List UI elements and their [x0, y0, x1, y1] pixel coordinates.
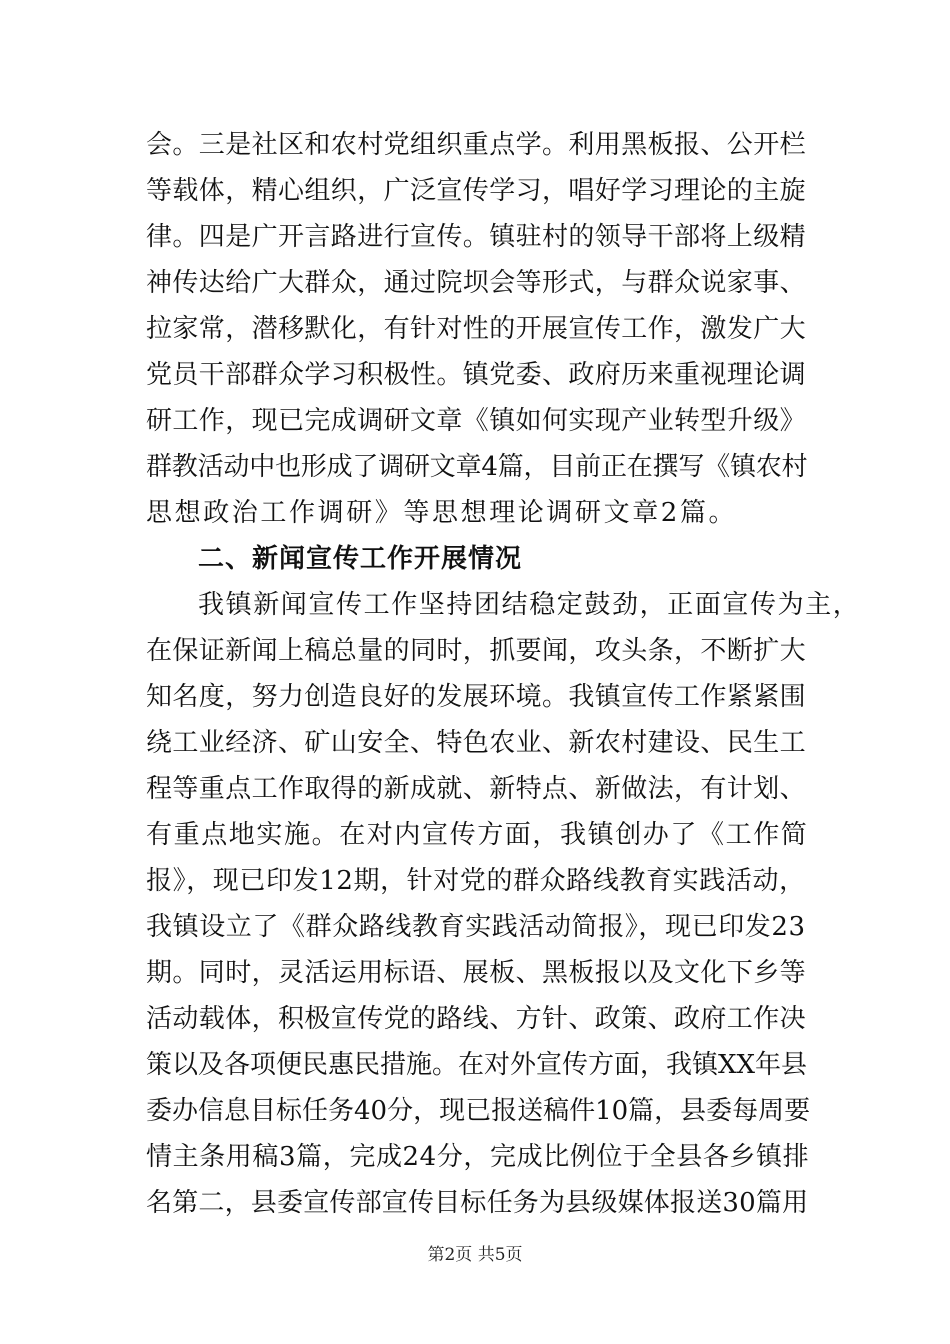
paragraph-line: 策以及各项便民惠民措施。在对外宣传方面，我镇XX年县 — [146, 1050, 808, 1080]
paragraph-line: 情主条用稿3篇，完成24分，完成比例位于全县各乡镇排 — [146, 1142, 810, 1172]
page-number-footer: 第2页 共5页 — [427, 1245, 523, 1265]
paragraph-line: 群教活动中也形成了调研文章4篇，目前正在撰写《镇农村 — [146, 452, 808, 482]
section-heading: 二、新闻宣传工作开展情况 — [198, 544, 523, 574]
paragraph-line: 会。三是社区和农村党组织重点学。利用黑板报、公开栏 — [146, 130, 807, 160]
paragraph-line: 知名度，努力创造良好的发展环境。我镇宣传工作紧紧围 — [146, 682, 807, 712]
paragraph-line: 我镇新闻宣传工作坚持团结稳定鼓劲，正面宣传为主， — [198, 590, 861, 620]
paragraph-line: 委办信息目标任务40分，现已报送稿件10篇，县委每周要 — [146, 1096, 811, 1126]
paragraph-line: 我镇设立了《群众路线教育实践活动简报》，现已印发23 — [146, 912, 806, 942]
paragraph-line: 有重点地实施。在对内宣传方面，我镇创办了《工作简 — [146, 820, 809, 850]
paragraph-line: 研工作，现已完成调研文章《镇如何实现产业转型升级》 — [146, 406, 807, 436]
paragraph-line: 绕工业经济、矿山安全、特色农业、新农村建设、民生工 — [146, 728, 807, 758]
paragraph-line: 拉家常，潜移默化，有针对性的开展宣传工作，激发广大 — [146, 314, 807, 344]
paragraph-line: 程等重点工作取得的新成就、新特点、新做法，有计划、 — [146, 774, 807, 804]
paragraph-line: 律。四是广开言路进行宣传。镇驻村的领导干部将上级精 — [146, 222, 807, 252]
paragraph-line: 神传达给广大群众，通过院坝会等形式，与群众说家事、 — [146, 268, 807, 298]
paragraph-line: 等载体，精心组织，广泛宣传学习，唱好学习理论的主旋 — [146, 176, 807, 206]
paragraph-line: 期。同时，灵活运用标语、展板、黑板报以及文化下乡等 — [146, 958, 807, 988]
paragraph-line: 党员干部群众学习积极性。镇党委、政府历来重视理论调 — [146, 360, 807, 390]
paragraph-line: 在保证新闻上稿总量的同时，抓要闻，攻头条，不断扩大 — [146, 636, 807, 666]
paragraph-line: 思想政治工作调研》等思想理论调研文章2篇。 — [146, 498, 738, 528]
paragraph-line: 报》，现已印发12期，针对党的群众路线教育实践活动， — [146, 866, 806, 896]
paragraph-line: 名第二，县委宣传部宣传目标任务为县级媒体报送30篇用 — [146, 1188, 809, 1218]
paragraph-line: 活动载体，积极宣传党的路线、方针、政策、政府工作决 — [146, 1004, 807, 1034]
